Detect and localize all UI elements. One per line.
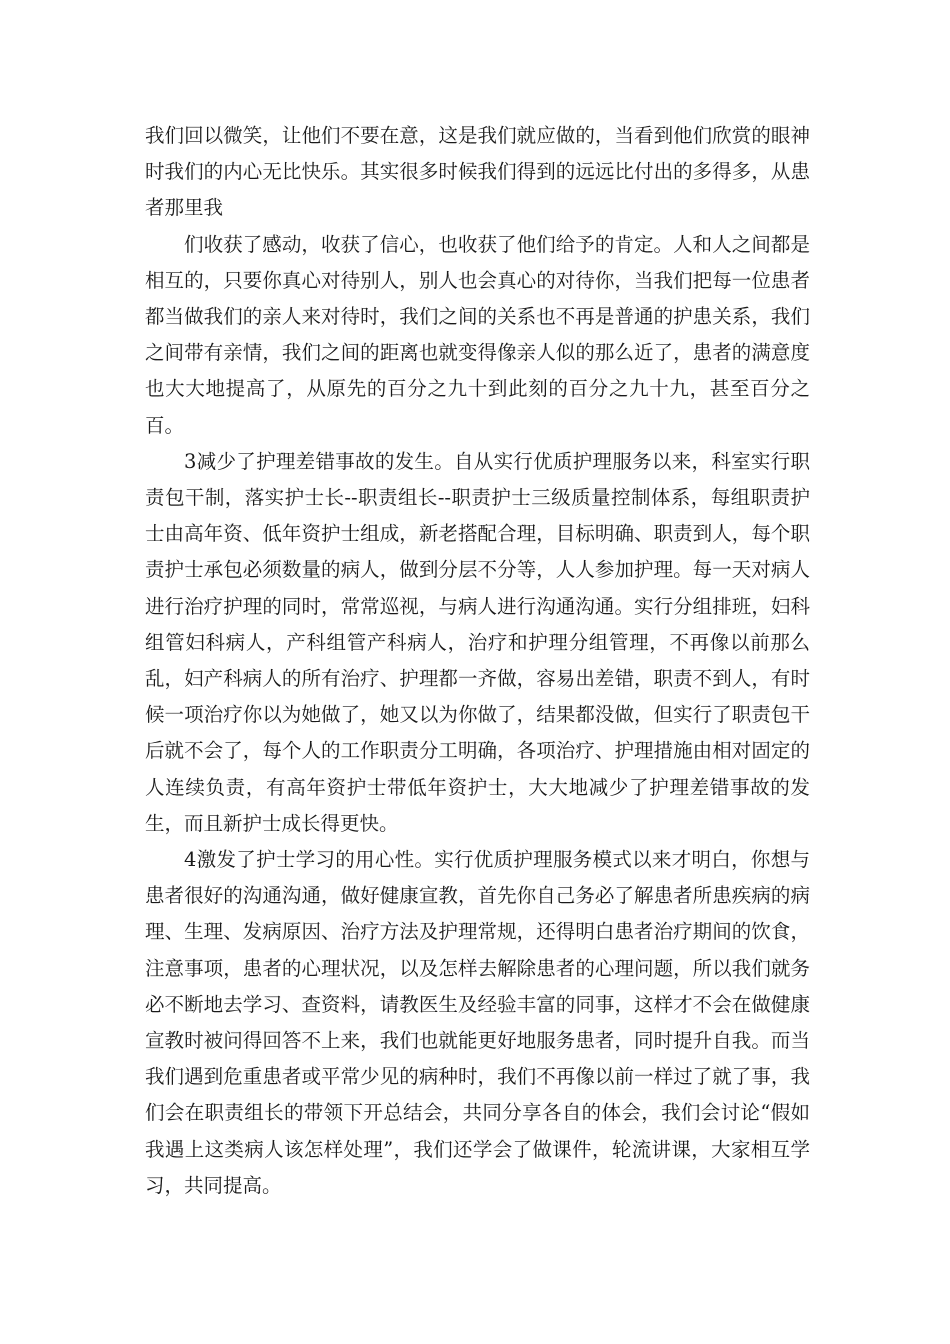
text-line: 3减少了护理差错事故的发生。自从实行优质护理服务以来，科室实行职: [184, 449, 810, 473]
text-line: 习，共同提高。: [145, 1173, 282, 1197]
text-line: 之间带有亲情，我们之间的距离也就变得像亲人似的那么近了，患者的满意度: [145, 341, 810, 365]
text-line: 宣教时被问得回答不上来，我们也就能更好地服务患者，同时提升自我。而当: [145, 1029, 810, 1053]
document-body: [145, 118, 810, 1204]
text-line: 者那里我: [145, 196, 224, 220]
text-line: 组管妇科病人，产科组管产科病人，治疗和护理分组管理，不再像以前那么乱，: [145, 630, 810, 691]
text-line: 我遇上这类病人该怎样处理”，我们还学会了做课件，轮流讲课，大家相互学: [145, 1137, 810, 1161]
text-line: 时我们的内心无比快乐。其实很多时候我们得到的远远比付出的多得多，从患: [145, 160, 810, 184]
paragraph-4: [145, 842, 810, 1204]
text-line: 我们遇到危重患者或平常少见的病种时，我们不再像以前一样过了就了事，我: [145, 1065, 810, 1089]
text-line: 士由高年资、低年资护士组成，新老搭配合理，目标明确、职责到人，每个职: [145, 522, 810, 546]
text-line: 4激发了护士学习的用心性。实行优质护理服务模式以来才明白，你想与: [184, 848, 810, 872]
text-line: 必不断地去学习、查资料，请教医生及经验丰富的同事，这样才不会在做健康: [145, 992, 810, 1016]
text-line: 们会在职责组长的带领下开总结会，共同分享各自的体会，我们会讨论“假如: [145, 1101, 810, 1125]
text-line: 续负责，有高年资护士带低年资护士，大大地减少了护理差错事故的发生，而: [145, 775, 810, 835]
text-line: 不会了，每个人的工作职责分工明确，各项治疗、护理措施由相对固定的人连: [145, 739, 810, 799]
paragraph-2: [145, 227, 810, 444]
text-line: 患者很好的沟通沟通，做好健康宣教，首先你自己务必了解患者所患疾病的病: [145, 884, 810, 908]
text-line: 责护士承包必须数量的病人，做到分层不分等，人人参加护理。每一天对病人: [145, 558, 810, 582]
text-line: 理、生理、发病原因、治疗方法及护理常规，还得明白患者治疗期间的饮食，: [145, 920, 810, 944]
text-line: 妇产科病人的所有治疗、护理都一齐做，容易出差错，职责不到人，有时候一: [145, 667, 810, 727]
text-line: 也大大地提高了，从原先的百分之九十到此刻的百分之九十九，甚至百分之百。: [145, 377, 810, 437]
text-line: 且新护士成长得更快。: [203, 811, 399, 835]
text-line: 们收获了感动，收获了信心，也收获了他们给予的肯定。人和人之间都是: [184, 232, 810, 256]
text-line: 我们回以微笑，让他们不要在意，这是我们就应做的，当看到他们欣赏的眼神: [145, 124, 810, 147]
text-line: 都当做我们的亲人来对待时，我们之间的关系也不再是普通的护患关系，我们: [145, 305, 810, 329]
text-line: 项治疗你以为她做了，她又以为你做了，结果都没做，但实行了职责包干后就: [145, 703, 810, 763]
text-line: 注意事项，患者的心理状况，以及怎样去解除患者的心理问题，所以我们就务: [145, 956, 810, 980]
paragraph-1: [145, 118, 810, 227]
text-line: 相互的，只要你真心对待别人，别人也会真心的对待你，当我们把每一位患者: [145, 268, 810, 292]
text-line: 责包干制，落实护士长--职责组长--职责护士三级质量控制体系，每组职责护: [145, 486, 810, 510]
text-line: 进行治疗护理的同时，常常巡视，与病人进行沟通沟通。实行分组排班，妇科: [145, 594, 810, 618]
paragraph-3: [145, 444, 810, 842]
